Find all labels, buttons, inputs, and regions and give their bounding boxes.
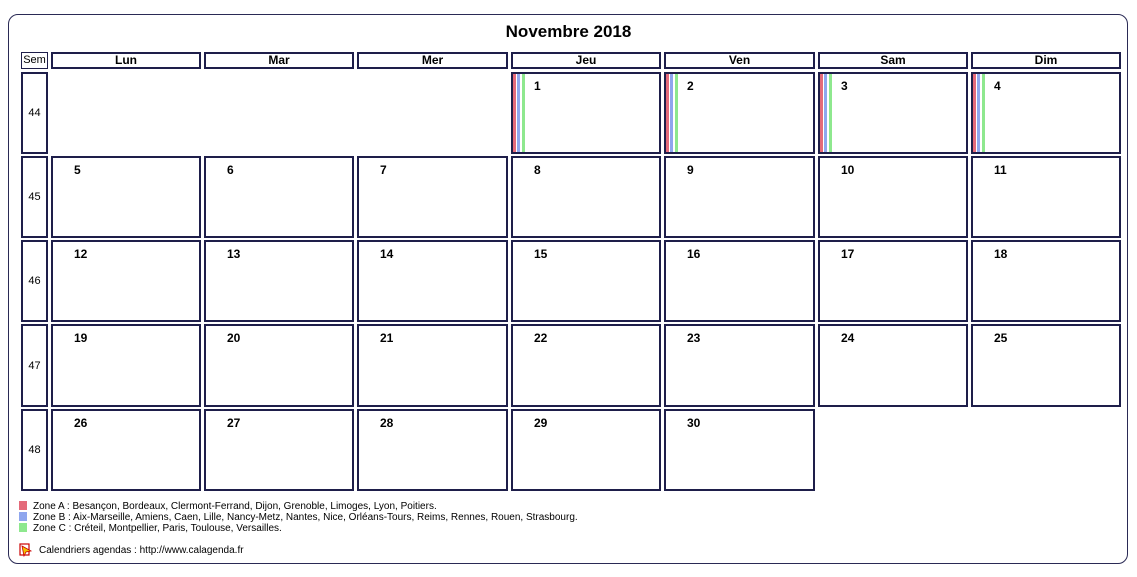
day-cell[interactable] [818, 240, 968, 322]
zone-b-holiday-bar [977, 74, 980, 152]
calagenda-link[interactable]: Calendriers agendas : http://www.calagenda.fr [39, 544, 244, 556]
calagenda-logo-icon [19, 543, 33, 557]
day-cell[interactable] [664, 72, 815, 154]
zone-c-holiday-bar [829, 74, 832, 152]
day-number: 16 [687, 247, 701, 261]
week-number: 46 [21, 240, 48, 322]
day-number: 20 [227, 331, 241, 345]
day-number: 13 [227, 247, 241, 261]
day-number: 17 [841, 247, 855, 261]
day-number: 22 [534, 331, 548, 345]
day-number: 18 [994, 247, 1008, 261]
week-number: 45 [21, 156, 48, 238]
day-cell[interactable] [357, 324, 508, 407]
day-cell[interactable] [971, 324, 1121, 407]
day-cell[interactable] [818, 72, 968, 154]
day-number: 24 [841, 331, 855, 345]
day-cell[interactable] [971, 240, 1121, 322]
calendar-title: Novembre 2018 [505, 22, 632, 41]
zone-a-holiday-bar [820, 74, 823, 152]
day-number: 2 [687, 79, 694, 93]
zone-c-swatch [19, 523, 27, 532]
day-number: 19 [74, 331, 88, 345]
day-cell[interactable] [357, 156, 508, 238]
day-header-lun: Lun [51, 52, 201, 69]
day-header-dim: Dim [971, 52, 1121, 69]
zone-b-holiday-bar [824, 74, 827, 152]
day-cell[interactable] [511, 72, 661, 154]
day-cell[interactable] [664, 409, 815, 491]
day-cell[interactable] [818, 156, 968, 238]
day-number: 3 [841, 79, 848, 93]
day-cell-empty [51, 72, 201, 154]
zone-a-swatch [19, 501, 27, 510]
day-number: 30 [687, 416, 701, 430]
day-cell[interactable] [51, 240, 201, 322]
day-header-mer: Mer [357, 52, 508, 69]
zone-b-holiday-bar [517, 74, 520, 152]
day-number: 14 [380, 247, 394, 261]
day-cell[interactable] [664, 240, 815, 322]
day-number: 15 [534, 247, 548, 261]
day-header-sam: Sam [818, 52, 968, 69]
day-cell[interactable] [511, 156, 661, 238]
day-cell[interactable] [511, 409, 661, 491]
day-cell[interactable] [357, 409, 508, 491]
day-cell[interactable] [357, 240, 508, 322]
day-number: 21 [380, 331, 394, 345]
day-cell[interactable] [511, 324, 661, 407]
day-number: 5 [74, 163, 81, 177]
zone-b-swatch [19, 512, 27, 521]
day-cell[interactable] [51, 409, 201, 491]
day-cell[interactable] [664, 156, 815, 238]
day-cell[interactable] [511, 240, 661, 322]
legend-text: Zone A : Besançon, Bordeaux, Clermont-Ferrand, Dijon, Grenoble, Limoges, Lyon, Poitiers. [33, 501, 437, 512]
day-number: 23 [687, 331, 701, 345]
day-number: 11 [994, 163, 1007, 177]
day-number: 4 [994, 79, 1001, 93]
day-header-mar: Mar [204, 52, 354, 69]
day-number: 8 [534, 163, 541, 177]
legend-text: Zone C : Créteil, Montpellier, Paris, Toulouse, Versailles. [33, 523, 282, 534]
day-number: 7 [380, 163, 387, 177]
day-cell[interactable] [204, 240, 354, 322]
legend-zone-c [19, 523, 282, 535]
day-header-jeu: Jeu [511, 52, 661, 69]
day-cell[interactable] [664, 324, 815, 407]
day-number: 25 [994, 331, 1008, 345]
week-number: 44 [21, 72, 48, 154]
zone-b-holiday-bar [670, 74, 673, 152]
day-cell[interactable] [204, 156, 354, 238]
day-cell[interactable] [971, 156, 1121, 238]
day-number: 9 [687, 163, 694, 177]
day-number: 26 [74, 416, 88, 430]
week-number: 48 [21, 409, 48, 491]
day-cell[interactable] [971, 72, 1121, 154]
day-cell[interactable] [818, 324, 968, 407]
day-number: 1 [534, 79, 541, 93]
zone-a-holiday-bar [973, 74, 976, 152]
zone-c-holiday-bar [982, 74, 985, 152]
day-number: 6 [227, 163, 234, 177]
day-number: 29 [534, 416, 548, 430]
day-cell[interactable] [204, 409, 354, 491]
day-number: 27 [227, 416, 241, 430]
footer [19, 543, 244, 557]
zone-a-holiday-bar [513, 74, 516, 152]
week-header: Sem [21, 52, 48, 69]
day-cell[interactable] [204, 324, 354, 407]
zone-c-holiday-bar [522, 74, 525, 152]
day-number: 12 [74, 247, 88, 261]
day-cell[interactable] [51, 324, 201, 407]
legend-text: Zone B : Aix-Marseille, Amiens, Caen, Lille, Nancy-Metz, Nantes, Nice, Orléans-Tours, Reims, Rennes, Rouen, Strasbourg. [33, 512, 578, 523]
zone-c-holiday-bar [675, 74, 678, 152]
zone-a-holiday-bar [666, 74, 669, 152]
week-number: 47 [21, 324, 48, 407]
day-header-ven: Ven [664, 52, 815, 69]
day-number: 28 [380, 416, 394, 430]
day-cell[interactable] [51, 156, 201, 238]
day-number: 10 [841, 163, 855, 177]
